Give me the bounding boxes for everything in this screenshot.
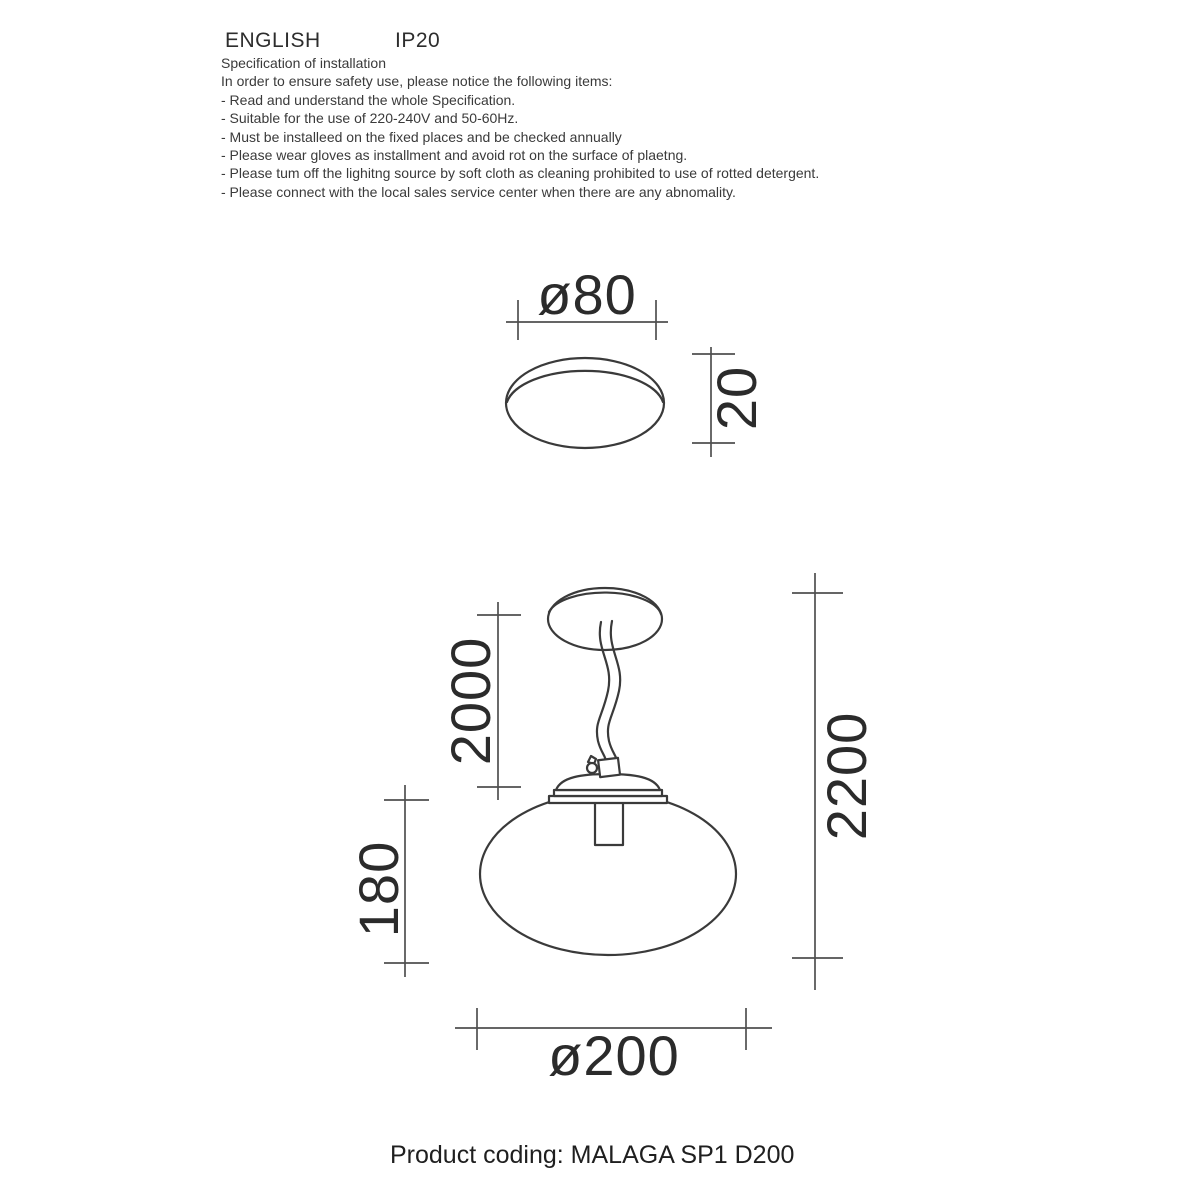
spec-title: Specification of installation bbox=[221, 55, 386, 71]
pendant-drawing bbox=[480, 588, 736, 955]
spec-item: - Suitable for the use of 220-240V and 50-60Hz. bbox=[221, 110, 519, 127]
ceiling-canopy bbox=[548, 588, 662, 650]
dim-label-cable-length: 2000 bbox=[439, 636, 502, 766]
language-label: ENGLISH bbox=[225, 29, 321, 52]
spec-item: - Please wear gloves as installment and avoid rot on the surface of plaetng. bbox=[221, 147, 688, 164]
ip-rating-label: IP20 bbox=[395, 29, 441, 52]
spec-item: - Read and understand the whole Specification. bbox=[221, 91, 516, 108]
product-coding: Product coding: MALAGA SP1 D200 bbox=[390, 1141, 795, 1169]
spec-item: - Please tum off the lighitng source by soft cloth as cleaning prohibited to use of rotted detergent. bbox=[221, 165, 820, 182]
lamp-socket bbox=[595, 799, 623, 845]
dim-label-canopy-diameter: ø80 bbox=[537, 263, 637, 326]
canopy-drawing bbox=[506, 358, 664, 448]
cable-line bbox=[608, 621, 620, 762]
spec-item: - Please connect with the local sales service center when there are any abnomality. bbox=[221, 183, 736, 200]
spec-intro: In order to ensure safety use, please notice the following items: bbox=[221, 73, 613, 90]
dim-label-shade-height: 180 bbox=[347, 840, 410, 938]
dim-label-total-height: 2200 bbox=[815, 711, 878, 841]
cord-grip bbox=[598, 758, 620, 777]
cable-line bbox=[597, 622, 609, 762]
grip-screw bbox=[587, 763, 597, 773]
dim-label-shade-diameter: ø200 bbox=[548, 1024, 680, 1087]
spec-item: - Must be installeed on the fixed places and be checked annually bbox=[221, 128, 622, 145]
dim-label-canopy-height: 20 bbox=[705, 365, 768, 431]
